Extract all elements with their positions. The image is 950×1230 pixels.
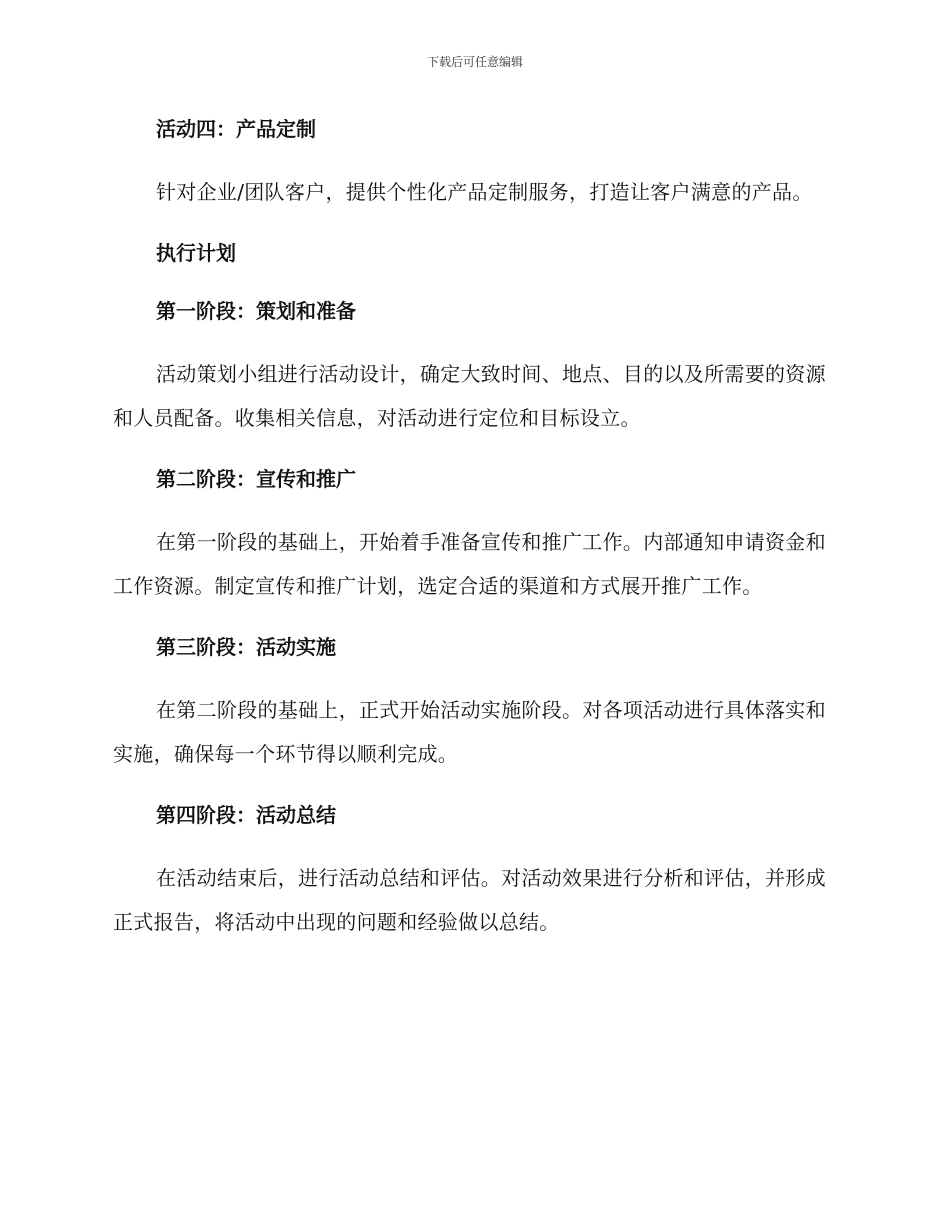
phase-2-body: 在第一阶段的基础上，开始着手准备宣传和推广工作。内部通知申请资金和工作资源。制定宣传和推广计划，选定合适的渠道和方式展开推广工作。 [113,530,826,598]
spacer [113,270,833,294]
activity-title: 活动四：产品定制 [156,117,316,141]
plan-title: 执行计划 [156,241,236,265]
spacer [113,214,833,236]
spacer [113,608,833,630]
phase-1-body: 活动策划小组进行活动设计，确定大致时间、地点、目的以及所需要的资源和人员配备。收集相关信息，对活动进行定位和目标设立。 [113,362,826,430]
document-body [113,112,833,944]
spacer [113,440,833,462]
phase-1-title: 第一阶段：策划和准备 [156,299,356,323]
phase-3-body: 在第二阶段的基础上，正式开始活动实施阶段。对各项活动进行具体落实和实施，确保每一个环节得以顺利完成。 [113,698,826,766]
header-note: 下载后可任意编辑 [426,55,523,69]
spacer [113,146,833,170]
phase-4-title: 第四阶段：活动总结 [156,803,336,827]
phase-2-title: 第二阶段：宣传和推广 [156,467,356,491]
activity-description: 针对企业/团队客户，提供个性化产品定制服务，打造让客户满意的产品。 [156,180,813,204]
phase-4-body: 在活动结束后，进行活动总结和评估。对活动效果进行分析和评估，并形成正式报告，将活动中出现的问题和经验做以总结。 [113,866,826,934]
spacer [113,664,833,688]
spacer [113,496,833,520]
spacer [113,776,833,798]
phase-3-title: 第三阶段：活动实施 [156,635,336,659]
spacer [113,832,833,856]
spacer [113,328,833,352]
